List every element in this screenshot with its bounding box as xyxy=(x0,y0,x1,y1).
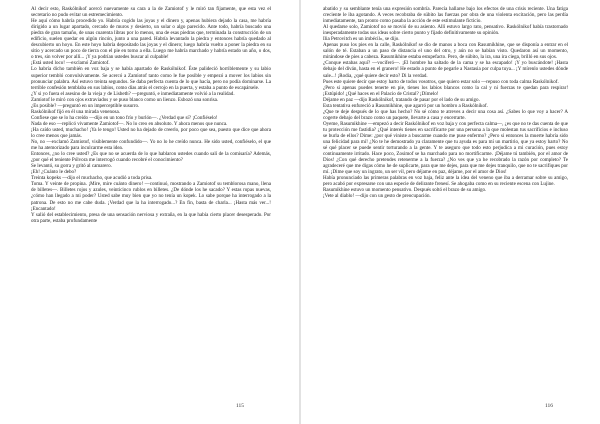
right-page-number: 116 xyxy=(545,403,554,409)
paragraph: Confiese que se lo ha creído —dijo en un tono frío y burlón—. ¿Verdad que sí? ¡Confiéselo! xyxy=(31,114,218,121)
left-page-number: 115 xyxy=(236,403,245,409)
paragraph: Apenas puso los pies en la calle, Raskólnikof se dio de manos a boca con Rasumikhine, que se disponía a entrar en el salón de té. Estaban a un paso de distancia el uno del otro, y aún no se habían visto. Quedaron así un momento, mirándose de pies a cabeza. Rasumikhine estaba estupefacto. Pero, de súbito, la ira, una ira ciega, brilló en sus ojos. xyxy=(323,42,568,61)
paragraph: Rasumikhine estuvo un momento pensativo. Después soltó el brazo de su amigo. xyxy=(323,187,487,194)
paragraph: Lo habría dicho también en voz baja y se había apartado de Raskólnikof. Éste palideció horriblemente y su labio superior tembló convulsivamente. Se acercó a Zamiotof tanto como le fue posible y empezó a mover los labios sin pronunciar palabra. Así estuvo treinta segundos. Se daba perfecta cuenta de lo que hacía, pero no podía dominarse. La terrible confesión temblaba en sus labios, como días atrás el cerrojo en la puerta, y estaba a punto de escapársele. xyxy=(31,66,271,91)
paragraph: Nada de eso —replicó vivamente Zamiotof—. No lo creo en absoluto. Y ahora menos que nunca. xyxy=(31,120,228,127)
right-page xyxy=(301,0,600,424)
paragraph: Entonces, ¿no lo cree usted? ¿Es que no se acuerda de lo que hablaron ustedes cuando salí de la comisaría? Además, ¿por qué el teniente Pólvora me interrogó cuando recobré el conocimiento? xyxy=(31,151,271,164)
right-page-text xyxy=(323,6,568,398)
paragraph: Treinta kopeks —dijo el muchacho, que acudió a toda prisa. xyxy=(31,175,153,182)
paragraph: ¡Eh! ¿Cuánto le debo? xyxy=(31,169,77,176)
paragraph: Y salió del establecimiento, presa de una sensación nerviosa y extraña, en la que había cierto placer desesperado. Por otra parte, estaba profundamente xyxy=(31,211,271,224)
paragraph: ¿Y si yo fuera el asesino de la vieja y de Lisbeth? —preguntó, e inmediatamente volvió a la realidad. xyxy=(31,90,235,97)
paragraph: Se levantó, su gorra y gritó al camarero. xyxy=(31,163,112,170)
paragraph: ¿Conque estabas aquí? —vociferó—. ¡El hombre ha saltado de la cama y se ha escapado! ¡Y yo buscándote! ¡Hasta debajo del diván, hasta en el granero! He estado a punto de pegarle a Nastasia por culpa tuya... ¡Y mírenlo ustedes dónde sale...! ¡Rodia, ¿qué quiere decir esto? Di la verdad. xyxy=(323,60,568,79)
paragraph: Toma. Y veinte de propina. ¡Mire, mire cuánto dinero! —continuó, mostrando a Zamiotof su temblorosa mano, llena de billetes—. Billetes rojos y azules, veinticinco rublos en billetes. ¿De dónde los he sacado? Y estas ropas nuevas, ¿cómo han llegado a mi poder? Usted sabe muy bien que yo no tenía un kopek. Lo sabe porque ha interrogado a la patrona. De esto no me cabe duda. ¡Verdad que la ha interrogado...? En fin, basta de charla... ¡Hasta más ver...! ¡Encantado! xyxy=(31,181,271,212)
paragraph: Había pronunciado las primeras palabras en voz baja, feliz ante la idea del veneno que iba a derramar sobre su amigo, pero acabó por expresarse con una especie de delirante frenesí. Se ahogaba como en su reciente escena con Lujine. xyxy=(323,175,568,188)
paragraph: Pues este quiere decir que estoy harto de todos vosotros, que quiero estar solo —repuso con toda calma Raskólnikof. xyxy=(323,78,559,85)
paragraph: ¡Está usted loco! —exclamó Zamiotof. xyxy=(31,60,110,67)
paragraph: Esta tentativa enfureció a Rasumikhine, que agarró por un hombro a Raskólnikof. xyxy=(323,102,488,109)
paragraph: Ilia Petrovitch es un imbécil», se dijo. xyxy=(323,36,400,43)
left-page xyxy=(0,0,299,424)
paragraph: No, no —exclamó Zamiotof, visiblemente confundido—. Yo no lo he creído nunca. He sido usted, confiéselo, el que me ha atemorizado para inculcarme esta idea. xyxy=(31,139,271,152)
paragraph: Raskólnikof fijó en él una mirada venenosa. xyxy=(31,108,120,115)
paragraph: Al decir esto, Raskólnikof acercó nuevamente su cara a la de Zamiotof y le miró tan fijamente, que esta vez el secretario no pudo evitar un estremecimiento. xyxy=(31,6,271,19)
paragraph: ¿Es posible? —preguntó en un imperceptible susurro. xyxy=(31,102,140,109)
paragraph: ¿Que te deje después de lo que has hecho? No sé cómo te atreves a decir una cosa así. ¿Sabes lo que voy a hacer? A cogerte debajo del brazo como un paquete, llevarte a casa y encerrarte. xyxy=(323,108,568,121)
paragraph: ¡Vete al diablo! —dijo con un gesto de preocupación. xyxy=(323,193,431,200)
paragraph: ¿Pero si apenas puedes tenerte en pie, tienes los labios blancos como la cal y ni fuerzas te quedan para respirar! ¡Estúpido! ¿Qué haces en el Palacio de Cristal? ¡Dímelo! xyxy=(323,84,568,97)
paragraph: Zamiotof le miró con ojos extraviados y se puso blanco como un lienzo. Esbozó una sonrisa. xyxy=(31,96,219,103)
left-page-text xyxy=(31,6,271,398)
paragraph: Déjame en paz —dijo Raskólnikof, tratando de pasar por el lado de su amigo. xyxy=(323,96,480,103)
paragraph: Oyeme, Rasumikhine —empezó a decir Raskólnikof en voz baja y con perfecta calma—, ¿es que no te das cuenta de que tu protección me fastidia? ¿Qué interés tienes en sacrificarte por una persona a la que molestan tus sacrificios e incluso se burla de ellos? Dime: ¿por qué viniste a buscarme cuando me puse enfermo? ¿Pero si entonces la muerte habría sido una felicidad para mí! ¿No te he demostrado ya claramente que tu ayuda es para mí un martirio, que ya estoy harto? No sé qué placer se puede sentir torturando a la gente. Y te aseguro que todo esto perjudica a mi curación, pues estoy continuamente irritado. Hace poco, Zosimof se ha marchado para no mortificarme. ¡Déjame tú también, por el amor de Dios! ¿Con qué derecho pretendes retenerme a la fuerza? ¿No ves que ya he recobrado la razón por completo? Te agradeceré que me digas cómo he de suplicarte, para que me dejes, para que me dejes tranquilo, que no te sacrifiques por mí. ¡Dime que soy un ingrato, un ser vil, pero déjame en paz, déjame, por el amor de Dios! xyxy=(323,120,568,176)
paragraph: ¡Ha caído usted, muchacho! ¡Ya le tengo! Usted no ha dejado de creerlo, por poco que sea, puesto que dice que ahora lo cree menos que jamás. xyxy=(31,126,271,139)
paragraph: Al quedarse solo, Zamiotof no se movió de su asiento. Allí estuvo largo rato, pensativo. Raskólnikof había trastornado inesperadamente todas sus ideas sobre cierto punto y fijado definitivamente su opinión. xyxy=(323,24,568,37)
paragraph: He aquí cómo habría procedido yo. Habría cogido las joyas y el dinero y, apenas hubiera dejado la casa, me habría dirigido a un lugar apartado, cercado de muros y desierto, un solar o algo parecido. Ante todo, habría buscado una piedra de gran tamaño, de unas cuarenta libras por lo menos, una de esas piedras que, terminada la construcción de un edificio, suelen quedar en algún rincón, junto a una pared. Habría levantado la piedra y entonces habría quedado al descubierto un hoyo. En este hoyo habría depositado las joyas y el dinero; luego habría vuelto a poner la piedra en su sitio y acercado un poco de tierra con el pie en torno a ella. Luego me habría marchado y habría estado un año, o dos, o tres, sin volver por allí... ¡Y ya podrían ustedes buscar al culpable! xyxy=(31,18,271,61)
paragraph: abatido y su semblante tenía una expresión sombría. Parecía hallarse bajo los efectos de una crisis reciente. Una fatiga creciente le iba agotando. A veces recobraba de súbito las fuerzas por obra de una violenta excitación, pero las perdía inmediatamente, tan pronto como pasaba la acción de este estimulante ficticio. xyxy=(323,6,568,25)
